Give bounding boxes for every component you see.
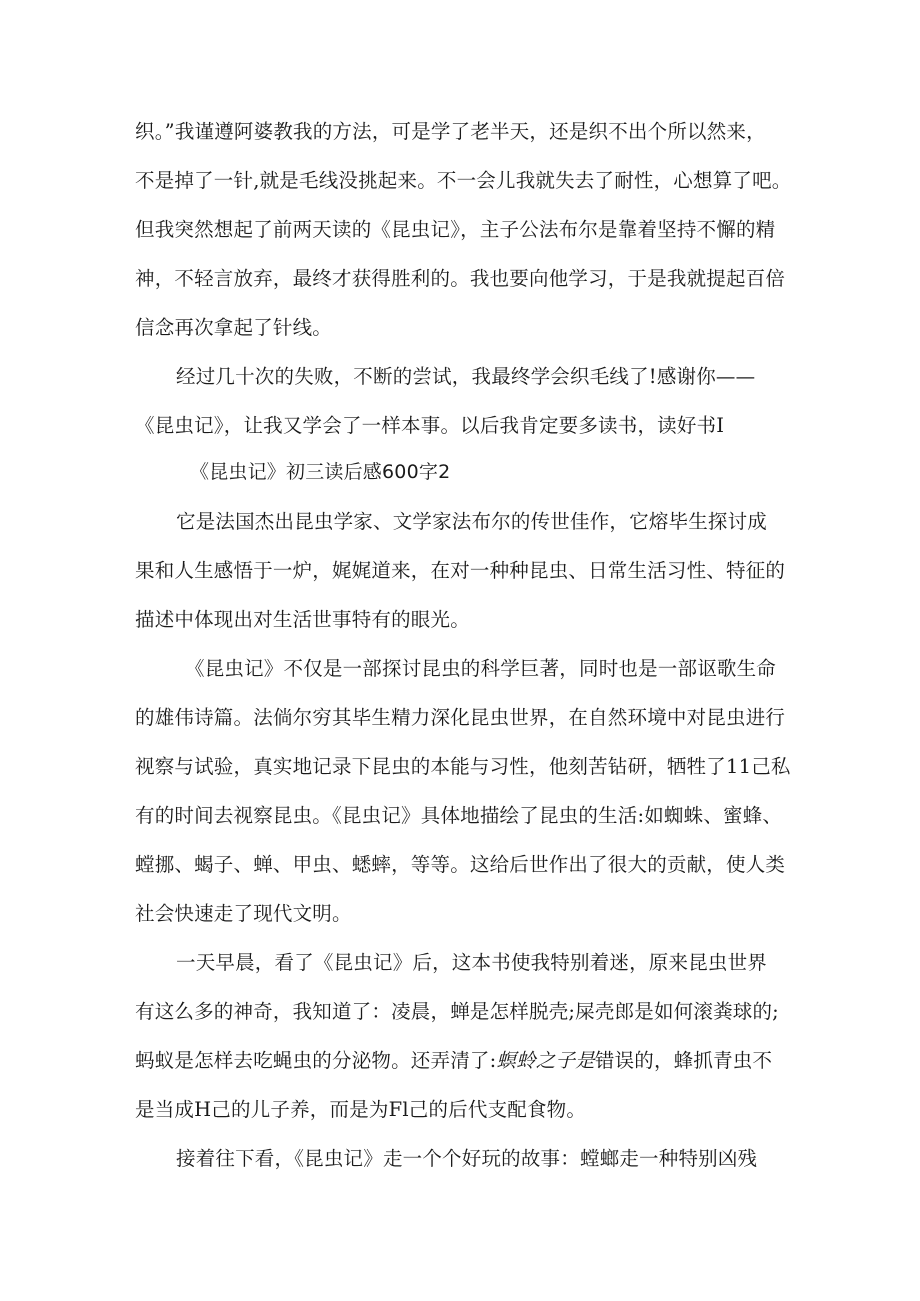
text-line: 不是掉了一针,就是毛线没挑起来。不一会儿我就失去了耐性，心想算了吧。 [135, 169, 792, 192]
text-line: 信念再次拿起了针线。 [135, 316, 333, 339]
section-heading: 《昆虫记》初三读后感600字2 [190, 461, 451, 483]
text-line: 有的时间去视察昆虫。《昆虫记》具体地描绘了昆虫的生活:如蜘蛛、蜜蜂、 [135, 804, 783, 827]
text-line: 《昆虫记》，让我又学会了一样本事。以后我肯定要多读书，读好书I [135, 414, 725, 437]
paragraph-start-line: 经过几十次的失败，不断的尝试，我最终学会织毛线了!感谢你—— [176, 365, 756, 388]
text-line: 织。”我谨遵阿婆教我的方法，可是学了老半天，还是织不出个所以然来， [135, 120, 766, 143]
text-line: 有这么多的神奇，我知道了：凌晨，蝉是怎样脱壳;屎壳郎是如何滚粪球的; [135, 1000, 779, 1023]
text-line: 果和人生感悟于一炉，娓娓道来，在对一种种昆虫、日常生活习性、特征的 [135, 559, 786, 582]
text-line: 社会快速走了现代文明。 [135, 902, 352, 925]
text-line: 螳挪、蝎子、蝉、甲虫、蟋蟀，等等。这给后世作出了很大的贡献，使人类 [135, 853, 786, 876]
text-line: 视察与试验，真实地记录下昆虫的本能与习性，他刻苦钻研，牺牲了11己私 [135, 755, 791, 778]
text-line-with-italic [135, 1051, 772, 1071]
text-line: 的雄伟诗篇。法倘尔穷其毕生精力深化昆虫世界，在自然环境中对昆虫进行 [135, 706, 786, 729]
text-segment: 错误的，蜂抓青虫不 [594, 1049, 773, 1072]
paragraph-start-line: 接着往下看，《昆虫记》走一个个好玩的故事：螳螂走一种特别凶残 [176, 1147, 758, 1170]
text-line: 描述中体现出对生活世事特有的眼光。 [135, 608, 470, 631]
paragraph-start-line: 它是法国杰出昆虫学家、文学家法布尔的传世佳作，它熔毕生探讨成 [176, 510, 768, 533]
italic-text-segment: 螟蛉之子是 [496, 1049, 595, 1072]
text-segment: 蚂蚁是怎样去吃蝇虫的分泌物。还弄清了: [135, 1049, 497, 1072]
paragraph-start-line: 《昆虫记》不仅是一部探讨昆虫的科学巨著，同时也是一部讴歌生命 [185, 657, 777, 680]
paragraph-start-line: 一天早晨，看了《昆虫记》后，这本书使我特别着迷，原来昆虫世界 [176, 951, 768, 974]
text-line: 但我突然想起了前两天读的《昆虫记》，主子公法布尔是靠着坚持不懈的精 [135, 218, 776, 241]
text-line: 神，不轻言放弃，最终才获得胜利的。我也要向他学习，于是我就提起百倍 [135, 267, 786, 290]
text-line: 是当成H己的儿子养，而是为Fl己的后代支配食物。 [135, 1098, 587, 1121]
